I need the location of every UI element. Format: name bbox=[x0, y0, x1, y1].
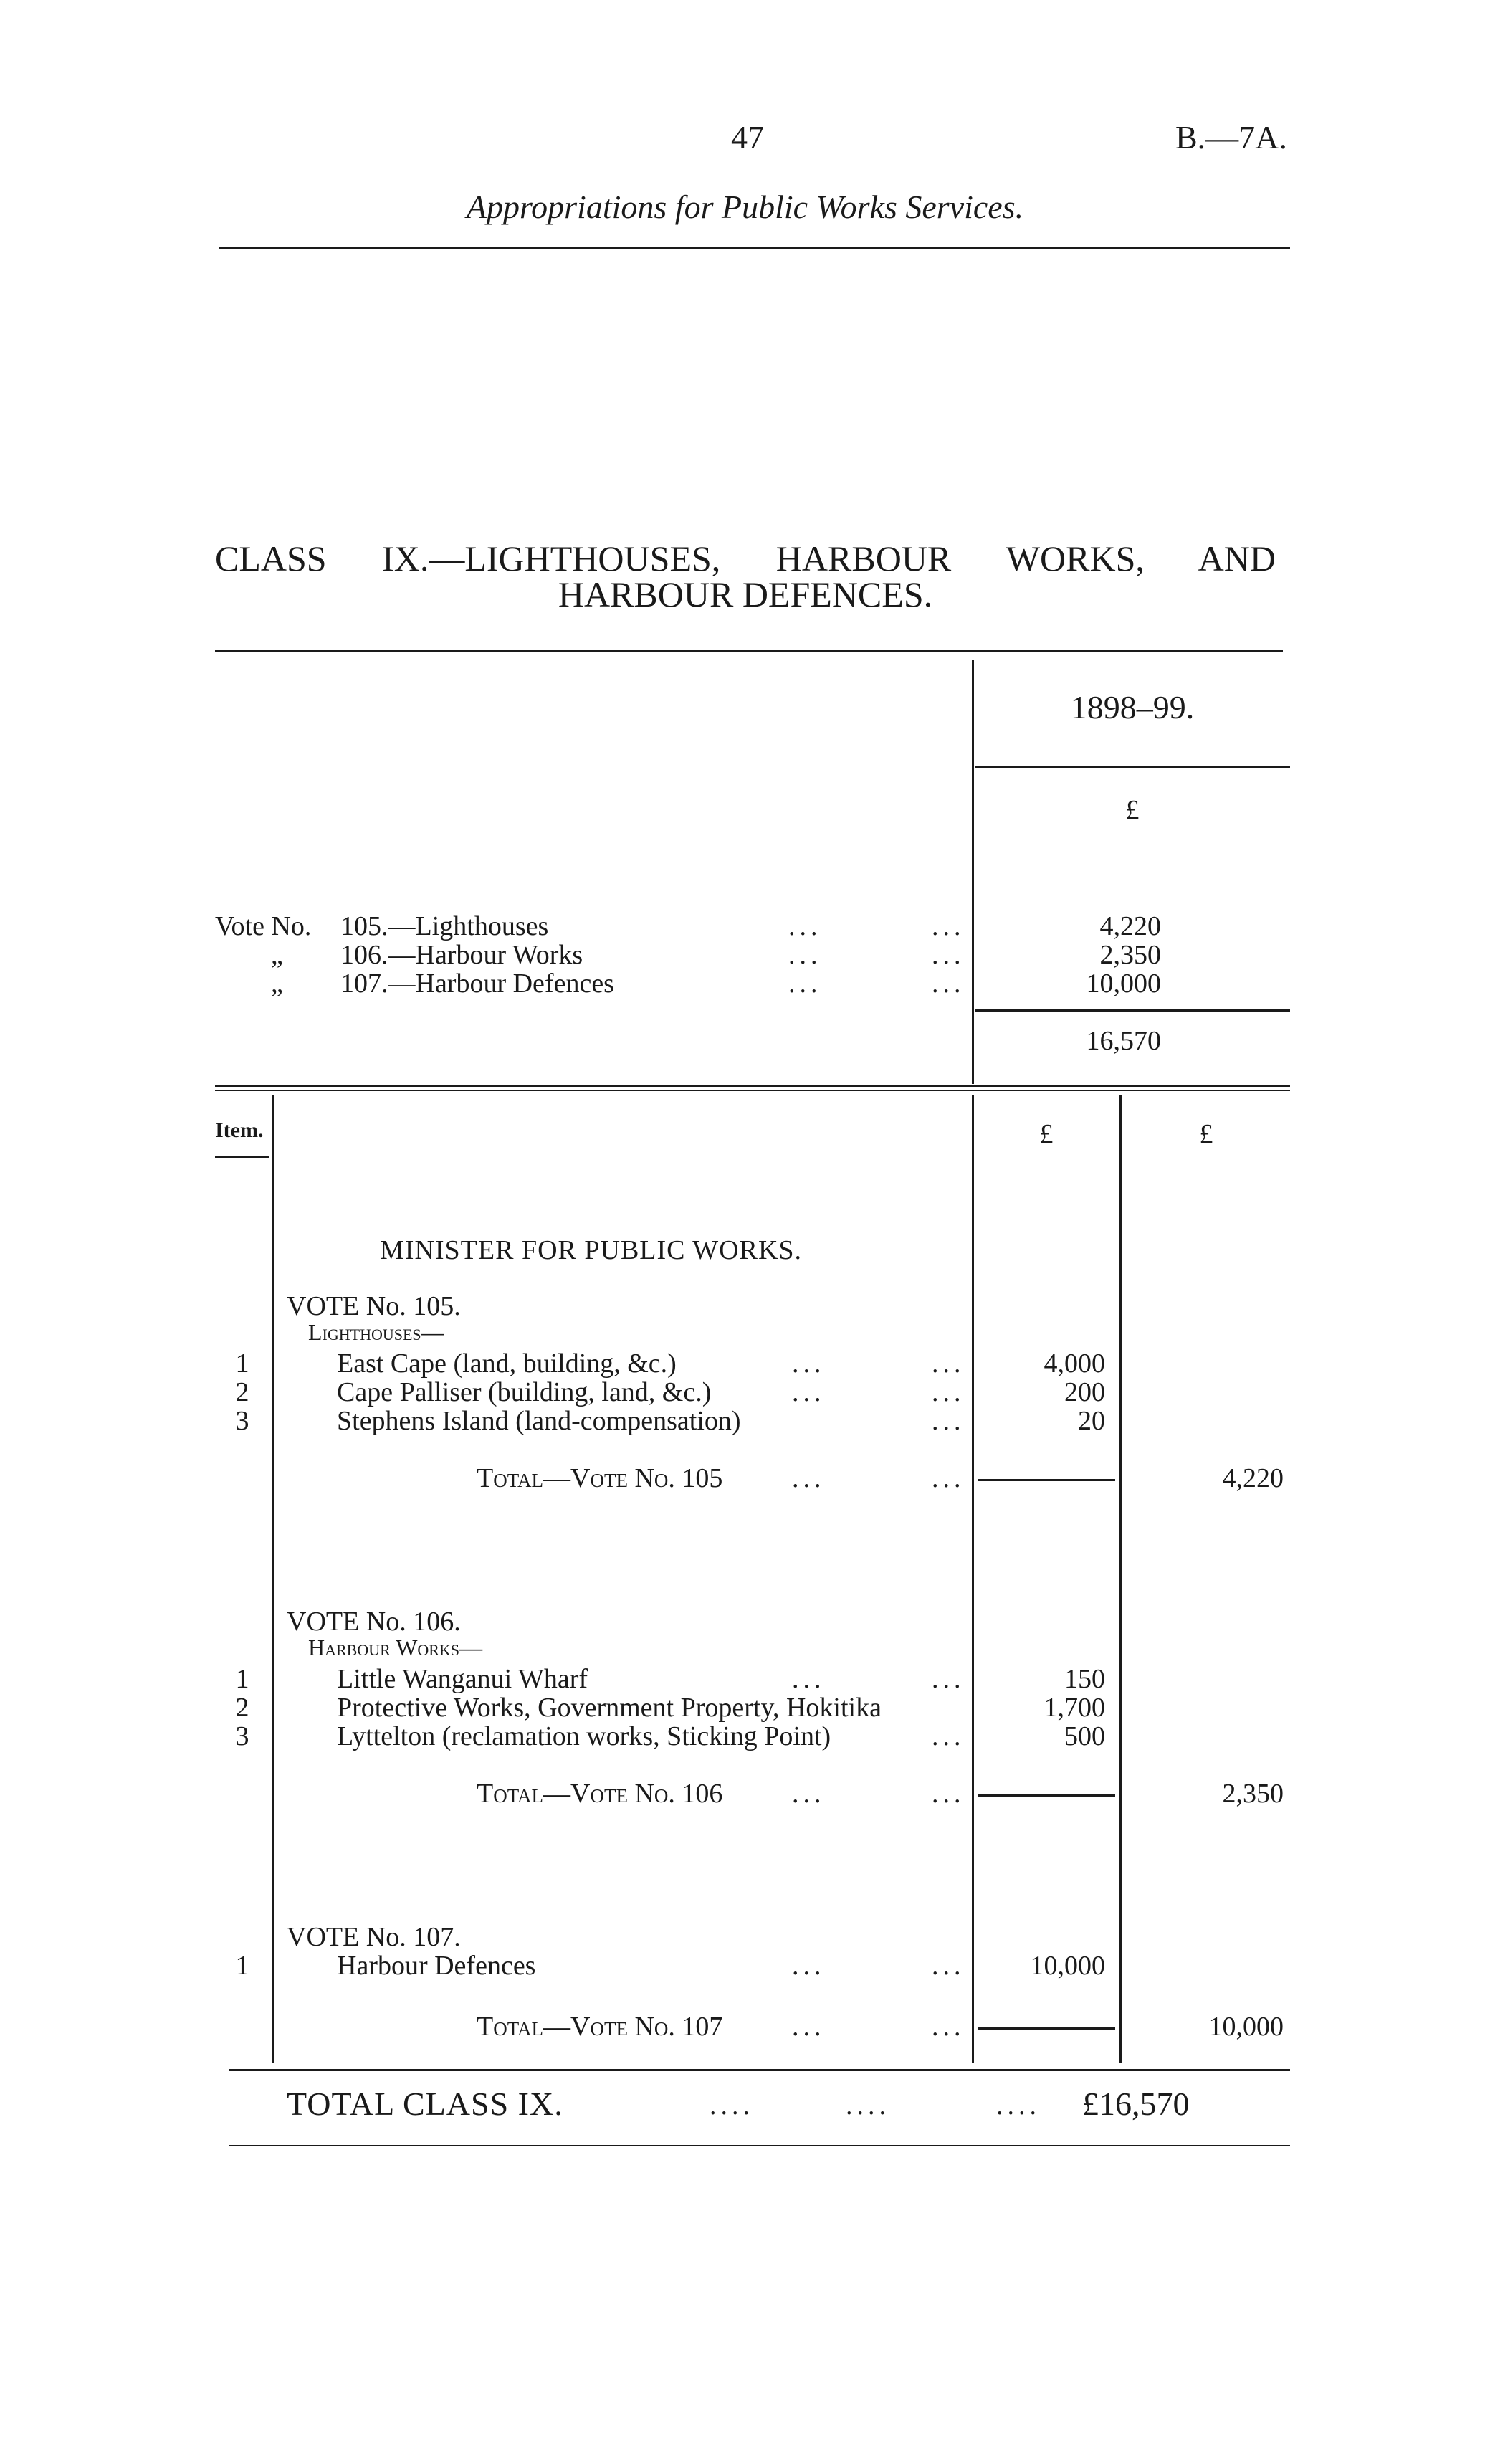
leader-dots: ... bbox=[932, 1348, 965, 1379]
leader-dots: ... bbox=[792, 1377, 826, 1407]
total-column-currency: £ bbox=[1199, 1119, 1213, 1149]
leader-dots: .... bbox=[996, 2090, 1041, 2121]
vote-total-rule bbox=[978, 1479, 1115, 1481]
leader-dots: .... bbox=[710, 2090, 754, 2121]
leader-dots: ... bbox=[932, 1779, 965, 1809]
vote-105-title: VOTE No. 105. bbox=[287, 1291, 461, 1321]
leader-dots: ... bbox=[792, 1463, 826, 1493]
leader-dots: ... bbox=[932, 969, 965, 999]
vote-105-subtitle: Lighthouses— bbox=[308, 1319, 444, 1345]
footer-rule bbox=[229, 2145, 1290, 2146]
summary-year-header: 1898–99. bbox=[1070, 689, 1195, 726]
leader-dots: ... bbox=[932, 1721, 965, 1751]
summary-vote-prefix: „ bbox=[271, 969, 283, 999]
summary-vote-amount: 4,220 bbox=[1099, 911, 1161, 941]
item-number: 2 bbox=[235, 1693, 249, 1723]
vote-total-amount: 4,220 bbox=[1222, 1463, 1284, 1493]
vote-total-label: Total—Vote No. 107 bbox=[477, 2012, 723, 2042]
summary-bottom-rule-2 bbox=[215, 1090, 1290, 1091]
leader-dots: ... bbox=[788, 911, 822, 941]
leader-dots: ... bbox=[792, 1664, 826, 1694]
item-header-rule bbox=[215, 1156, 269, 1158]
leader-dots: ... bbox=[932, 1406, 965, 1436]
leader-dots: ... bbox=[792, 1348, 826, 1379]
summary-vote-amount: 2,350 bbox=[1099, 940, 1161, 970]
item-description: Little Wanganui Wharf bbox=[337, 1664, 588, 1694]
item-description: East Cape (land, building, &c.) bbox=[337, 1348, 677, 1379]
class-heading-line2: HARBOUR DEFENCES. bbox=[558, 574, 933, 614]
vote-106-subtitle: Harbour Works— bbox=[308, 1635, 483, 1660]
summary-vote-label: 107.—Harbour Defences bbox=[340, 969, 614, 999]
leader-dots: ... bbox=[932, 940, 965, 970]
item-description: Lyttelton (reclamation works, Sticking Point) bbox=[337, 1721, 831, 1751]
item-number: 1 bbox=[235, 1664, 249, 1694]
item-amount: 150 bbox=[1064, 1664, 1105, 1694]
leader-dots: ... bbox=[788, 969, 822, 999]
summary-vote-label: 106.—Harbour Works bbox=[340, 940, 583, 970]
leader-dots: ... bbox=[932, 1463, 965, 1493]
item-description: Cape Palliser (building, land, &c.) bbox=[337, 1377, 712, 1407]
item-column-header: Item. bbox=[215, 1118, 264, 1142]
item-amount: 20 bbox=[1078, 1406, 1105, 1436]
vote-106-title: VOTE No. 106. bbox=[287, 1607, 461, 1637]
summary-top-rule bbox=[215, 650, 1283, 652]
leader-dots: ... bbox=[792, 1779, 826, 1809]
item-description: Stephens Island (land-compensation) bbox=[337, 1406, 741, 1436]
summary-vote-prefix: Vote No. bbox=[215, 911, 312, 941]
leader-dots: ... bbox=[932, 1664, 965, 1694]
leader-dots: ... bbox=[932, 911, 965, 941]
amount-column-currency: £ bbox=[1039, 1119, 1054, 1149]
document-reference: B.—7A. bbox=[1175, 119, 1287, 156]
grand-total-label: TOTAL CLASS IX. bbox=[287, 2085, 563, 2122]
summary-year-rule bbox=[975, 766, 1290, 768]
grand-total-amount: £16,570 bbox=[1082, 2085, 1190, 2122]
item-number: 3 bbox=[235, 1406, 249, 1436]
summary-column-divider bbox=[972, 660, 974, 1084]
item-amount: 500 bbox=[1064, 1721, 1105, 1751]
class-heading-line1: CLASS IX.—LIGHTHOUSES, HARBOUR WORKS, AND bbox=[215, 538, 1276, 579]
summary-total: 16,570 bbox=[1086, 1026, 1161, 1056]
summary-subtotal-rule bbox=[975, 1009, 1290, 1012]
vote-total-label: Total—Vote No. 106 bbox=[477, 1779, 723, 1809]
item-description: Harbour Defences bbox=[337, 1951, 536, 1981]
item-amount: 200 bbox=[1064, 1377, 1105, 1407]
summary-vote-prefix: „ bbox=[271, 940, 283, 970]
item-amount: 10,000 bbox=[1030, 1951, 1105, 1981]
vote-total-label: Total—Vote No. 105 bbox=[477, 1463, 723, 1493]
leader-dots: ... bbox=[792, 2012, 826, 2042]
total-column-divider bbox=[1119, 1095, 1122, 2063]
summary-currency: £ bbox=[1125, 795, 1140, 825]
vote-total-rule bbox=[978, 1794, 1115, 1797]
item-number: 3 bbox=[235, 1721, 249, 1751]
vote-total-amount: 2,350 bbox=[1222, 1779, 1284, 1809]
item-number: 1 bbox=[235, 1951, 249, 1981]
leader-dots: ... bbox=[932, 1377, 965, 1407]
item-number: 1 bbox=[235, 1348, 249, 1379]
minister-heading: MINISTER FOR PUBLIC WORKS. bbox=[380, 1235, 803, 1265]
vote-total-amount: 10,000 bbox=[1208, 2012, 1284, 2042]
item-number: 2 bbox=[235, 1377, 249, 1407]
leader-dots: ... bbox=[788, 940, 822, 970]
item-column-divider bbox=[272, 1095, 274, 2063]
leader-dots: .... bbox=[846, 2090, 890, 2121]
summary-bottom-rule bbox=[215, 1085, 1290, 1087]
amount-column-divider bbox=[972, 1095, 974, 2063]
page-title: Appropriations for Public Works Services. bbox=[466, 189, 1024, 225]
vote-total-rule bbox=[978, 2027, 1115, 2030]
item-amount: 4,000 bbox=[1044, 1348, 1105, 1379]
item-description: Protective Works, Government Property, Hokitika bbox=[337, 1693, 882, 1723]
leader-dots: ... bbox=[932, 1951, 965, 1981]
item-amount: 1,700 bbox=[1044, 1693, 1105, 1723]
page-number: 47 bbox=[731, 119, 764, 156]
header-rule bbox=[219, 247, 1290, 249]
leader-dots: ... bbox=[932, 2012, 965, 2042]
detail-bottom-rule bbox=[229, 2069, 1290, 2071]
summary-vote-label: 105.—Lighthouses bbox=[340, 911, 549, 941]
vote-107-title: VOTE No. 107. bbox=[287, 1922, 461, 1952]
summary-vote-amount: 10,000 bbox=[1086, 969, 1161, 999]
leader-dots: ... bbox=[792, 1951, 826, 1981]
